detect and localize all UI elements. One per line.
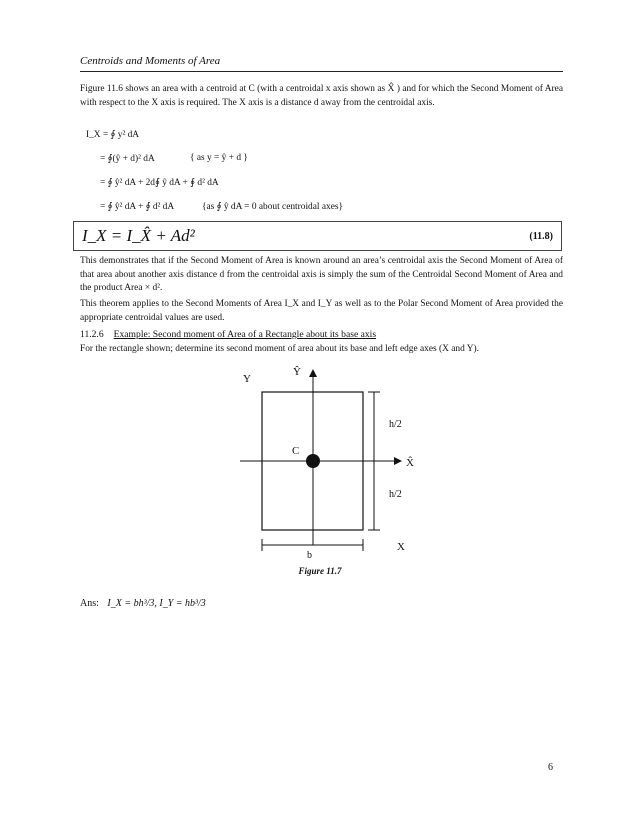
derivation-note-2: { as y = ŷ + d } xyxy=(190,153,248,163)
example-prompt: For the rectangle shown; determine its second moment of area about its base and left edge axes (X and Y). xyxy=(80,344,479,354)
derivation-line-3: = ∮ ŷ² dA + 2d∮ ŷ dA + ∮ d² dA xyxy=(100,178,219,188)
derivation-note-4: {as ∮ ŷ dA = 0 about centroidal axes} xyxy=(202,202,344,212)
parallel-axis-equation: I_X = I_X̂ + Ad² xyxy=(82,226,195,245)
paragraph-2: This demonstrates that if the Second Moment of Area is known around an area’s centroidal axis the Second Moment of Area of that area about another axis distance d from the centroidal axis is simply the sum of the Centroidal Second Moment of Area and the product Area × d². xyxy=(80,256,563,293)
derivation-line-4: = ∮ ŷ² dA + ∮ d² dA xyxy=(100,202,175,212)
equation-number: (11.8) xyxy=(529,231,553,242)
derivation-line-2: = ∮(ŷ + d)² dA xyxy=(100,154,155,164)
label-yhat: Ŷ xyxy=(293,366,301,378)
answer-prefix: Ans: xyxy=(80,598,99,609)
derivation-line-1: I_X = ∮ y² dA xyxy=(86,130,140,140)
label-b: b xyxy=(307,550,312,561)
section-title: Example: Second moment of Area of a Rectangle about its base axis xyxy=(113,329,377,340)
answer-iy: I_Y = hb³/3 xyxy=(159,598,206,609)
label-y: Y xyxy=(243,373,251,385)
answer-ix: I_X = bh³/3 xyxy=(107,598,155,609)
label-h2-bottom: h/2 xyxy=(389,489,402,500)
section-number: 11.2.6 xyxy=(80,329,104,340)
centroid-dot xyxy=(306,454,320,468)
label-xhat: X̂ xyxy=(406,457,414,469)
answer: Ans: I_X = bh³/3, I_Y = hb³/3 xyxy=(80,598,206,609)
running-header: Centroids and Moments of Area xyxy=(80,55,221,67)
paragraph-3: This theorem applies to the Second Moments of Area I_X and I_Y as well as to the Polar Second Moment of Area provided the appropriate centroidal values are used. xyxy=(80,299,563,323)
intro-paragraph: Figure 11.6 shows an area with a centroid at C (with a centroidal x axis shown as X̂ ) and for which the Second Moment of Area with respect to the X axis is required. The X axis is a distance d away from the centroidal axis. xyxy=(80,84,563,108)
figure-caption: Figure 11.7 xyxy=(298,566,342,576)
label-h2-top: h/2 xyxy=(389,419,402,430)
page-number: 6 xyxy=(548,762,553,773)
label-x: X xyxy=(397,541,405,553)
label-c: C xyxy=(292,445,300,457)
